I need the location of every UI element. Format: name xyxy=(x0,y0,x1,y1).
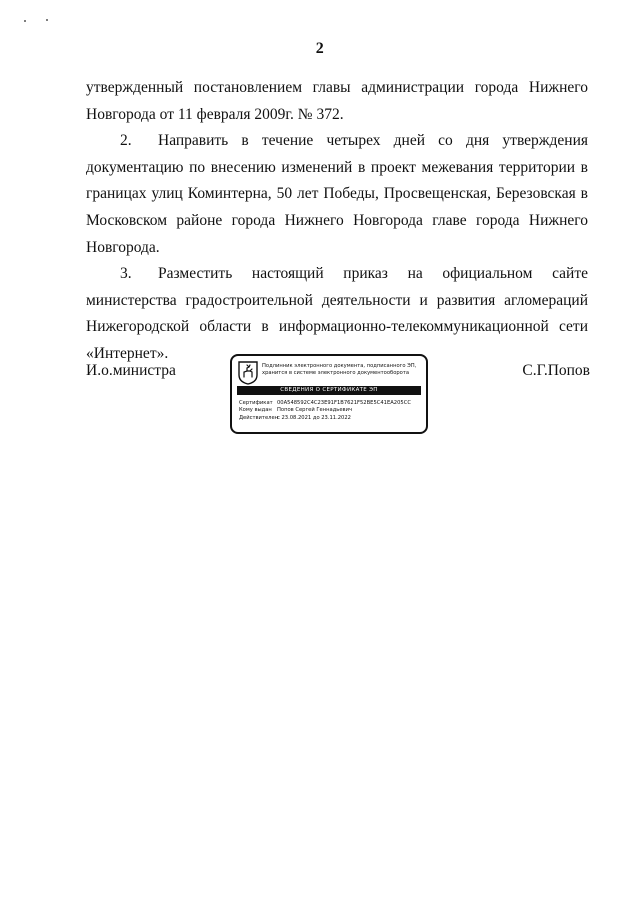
continuation-paragraph: утвержденный постановлением главы администрации города Нижнего Новгорода от 11 февраля 2009г. № 372. xyxy=(86,79,588,123)
item-2-number: 2. xyxy=(120,132,132,150)
scan-speck xyxy=(46,19,48,21)
issued-to-value: Попов Сергей Геннадьевич xyxy=(277,407,353,414)
validity-row xyxy=(239,415,425,422)
item-2-paragraph xyxy=(86,128,588,261)
certificate-value: 00A548592C4C23E91F1B7621F52BE5C41EA205CC xyxy=(277,400,411,406)
item-3-number: 3. xyxy=(120,265,132,283)
stamp-details xyxy=(239,400,425,422)
scan-speck xyxy=(24,20,26,22)
certificate-label: Сертификат xyxy=(239,400,273,406)
signatory-name: С.Г.Попов xyxy=(522,362,590,379)
document-body xyxy=(86,75,588,368)
signature-block xyxy=(86,360,590,440)
item-2-text: Направить в течение четырех дней со дня утверждения документацию по внесению изменений в проект межевания территории в границах улиц Коминтерна, 50 лет Победы, Просвещенская, Березовская в Московском районе города Нижнего Новгорода главе города Нижнего Новгорода. xyxy=(86,132,588,256)
nizhny-novgorod-deer-emblem-icon xyxy=(238,361,258,385)
page-number: 2 xyxy=(315,40,325,57)
signatory-role: И.о.министра xyxy=(86,362,176,379)
item-3-text: Разместить настоящий приказ на официальном сайте министерства градостроительной деятельности и развития агломераций Нижегородской области в информационно-телекоммуникационной сети «Интернет». xyxy=(86,265,588,362)
validity-value: с 23.08.2021 до 23.11.2022 xyxy=(277,414,351,421)
stamp-header: Подлинник электронного документа, подписанного ЭП, хранится в системе электронного документооборота xyxy=(262,363,417,376)
stamp-band: СВЕДЕНИЯ О СЕРТИФИКАТЕ ЭП xyxy=(237,386,421,395)
issued-to-row xyxy=(239,407,425,414)
item-3-paragraph xyxy=(86,261,588,367)
validity-label: Действителен xyxy=(239,414,279,421)
issued-to-label: Кому выдан xyxy=(239,407,272,414)
e-signature-stamp xyxy=(230,354,428,434)
